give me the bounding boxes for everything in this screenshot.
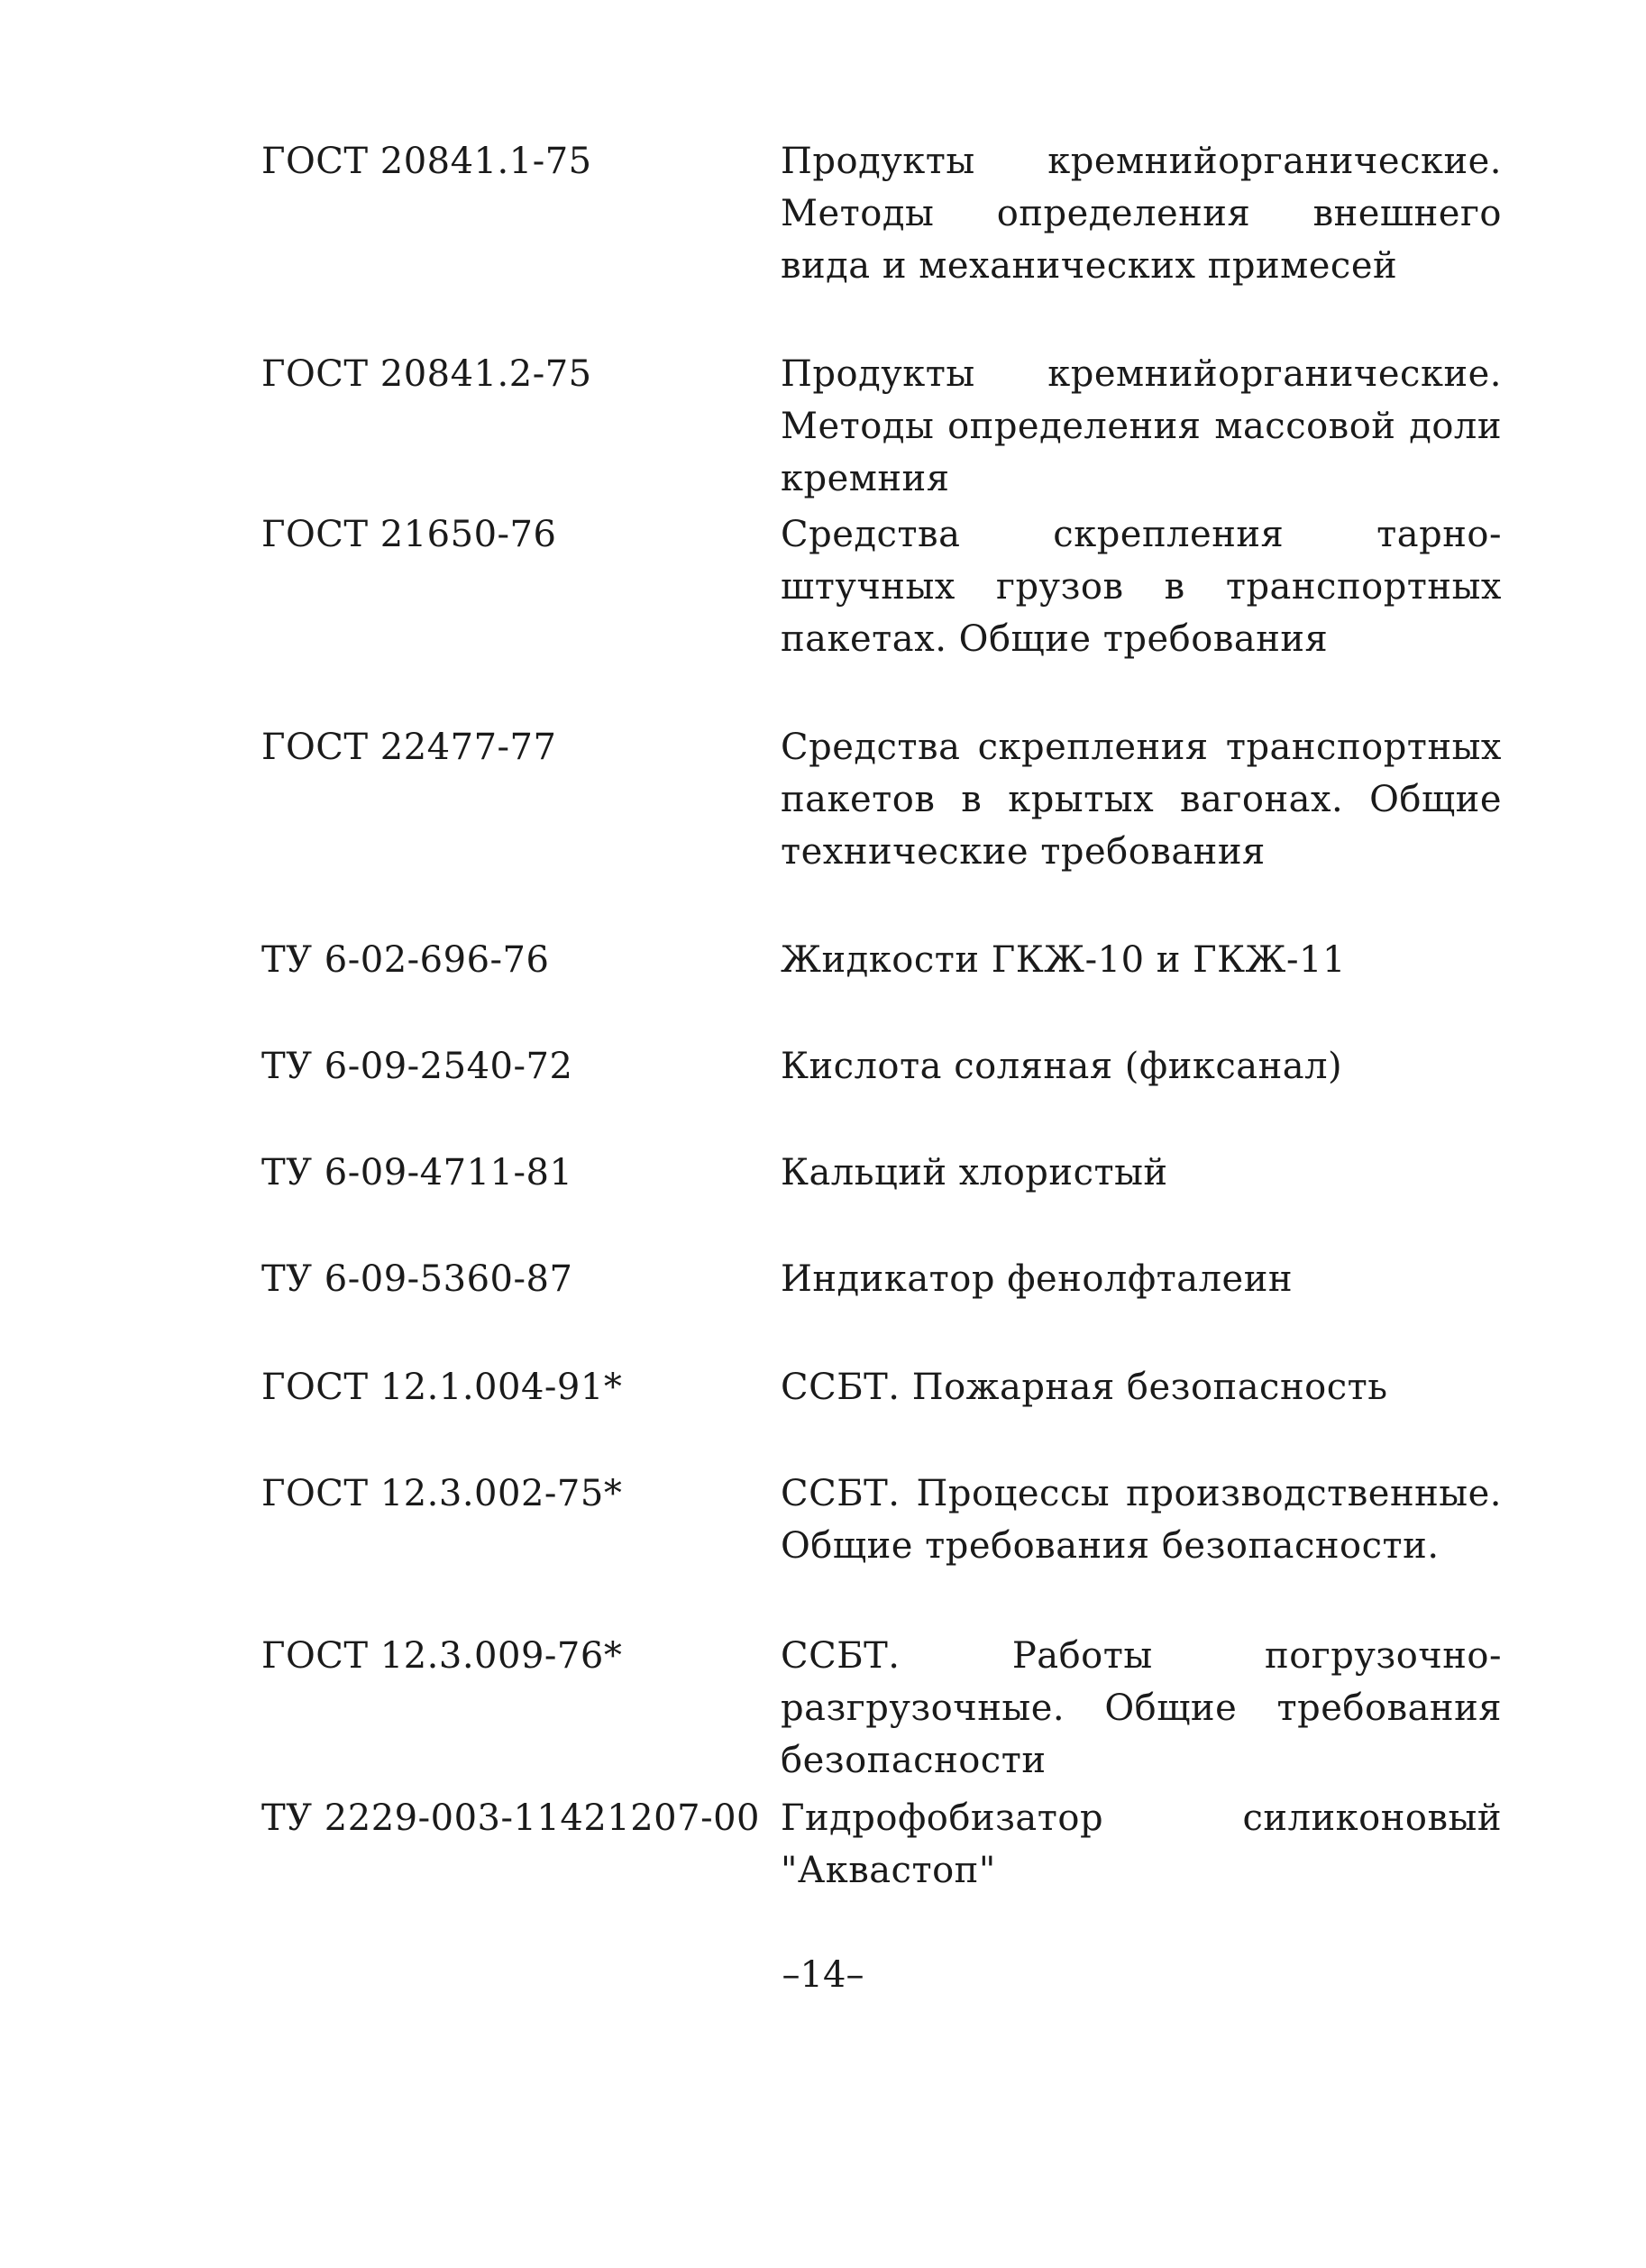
reference-title: Средства скрепления транспортных пакетов в крытых вагонах. Общие технические требования	[781, 727, 1502, 873]
reference-title: Продукты кремнийорганические. Методы определения массовой доли кремния	[781, 353, 1502, 499]
reference-title: ССБТ. Пожарная безопасность	[781, 1367, 1388, 1408]
reference-code: ГОСТ 12.1.004-91*	[261, 1367, 623, 1408]
reference-title: Гидрофобизатор силиконовый "Аквастоп"	[781, 1797, 1502, 1891]
reference-code: ТУ 2229-003-11421207-00	[261, 1797, 760, 1839]
reference-title: ССБТ. Процессы производственные. Общие требования безопасности.	[781, 1473, 1502, 1567]
reference-title: Индикатор фенолфталеин	[781, 1258, 1294, 1300]
reference-title: Кальций хлористый	[781, 1152, 1168, 1193]
reference-code: ТУ 6-09-2540-72	[261, 1046, 573, 1087]
reference-title: Средства скрепления тарно-штучных грузов в транспортных пакетах. Общие требования	[781, 514, 1502, 660]
reference-code: ГОСТ 20841.1-75	[261, 141, 592, 182]
reference-code: ТУ 6-09-4711-81	[261, 1152, 573, 1193]
reference-title: Кислота соляная (фиксанал)	[781, 1046, 1343, 1087]
reference-title: Продукты кремнийорганические. Методы определения внешнего вида и механических примесей	[781, 141, 1502, 287]
page-number: –14–	[782, 1954, 864, 1996]
reference-code: ГОСТ 12.3.002-75*	[261, 1473, 623, 1514]
reference-code: ГОСТ 21650-76	[261, 514, 557, 555]
reference-title: ССБТ. Работы погрузочно-разгрузочные. Общие требования безопасности	[781, 1635, 1502, 1781]
reference-title: Жидкости ГКЖ-10 и ГКЖ-11	[781, 939, 1346, 981]
reference-code: ТУ 6-09-5360-87	[261, 1258, 573, 1300]
reference-code: ГОСТ 12.3.009-76*	[261, 1635, 623, 1677]
reference-code: ГОСТ 22477-77	[261, 727, 557, 768]
reference-code: ГОСТ 20841.2-75	[261, 353, 592, 395]
reference-code: ТУ 6-02-696-76	[261, 939, 550, 981]
